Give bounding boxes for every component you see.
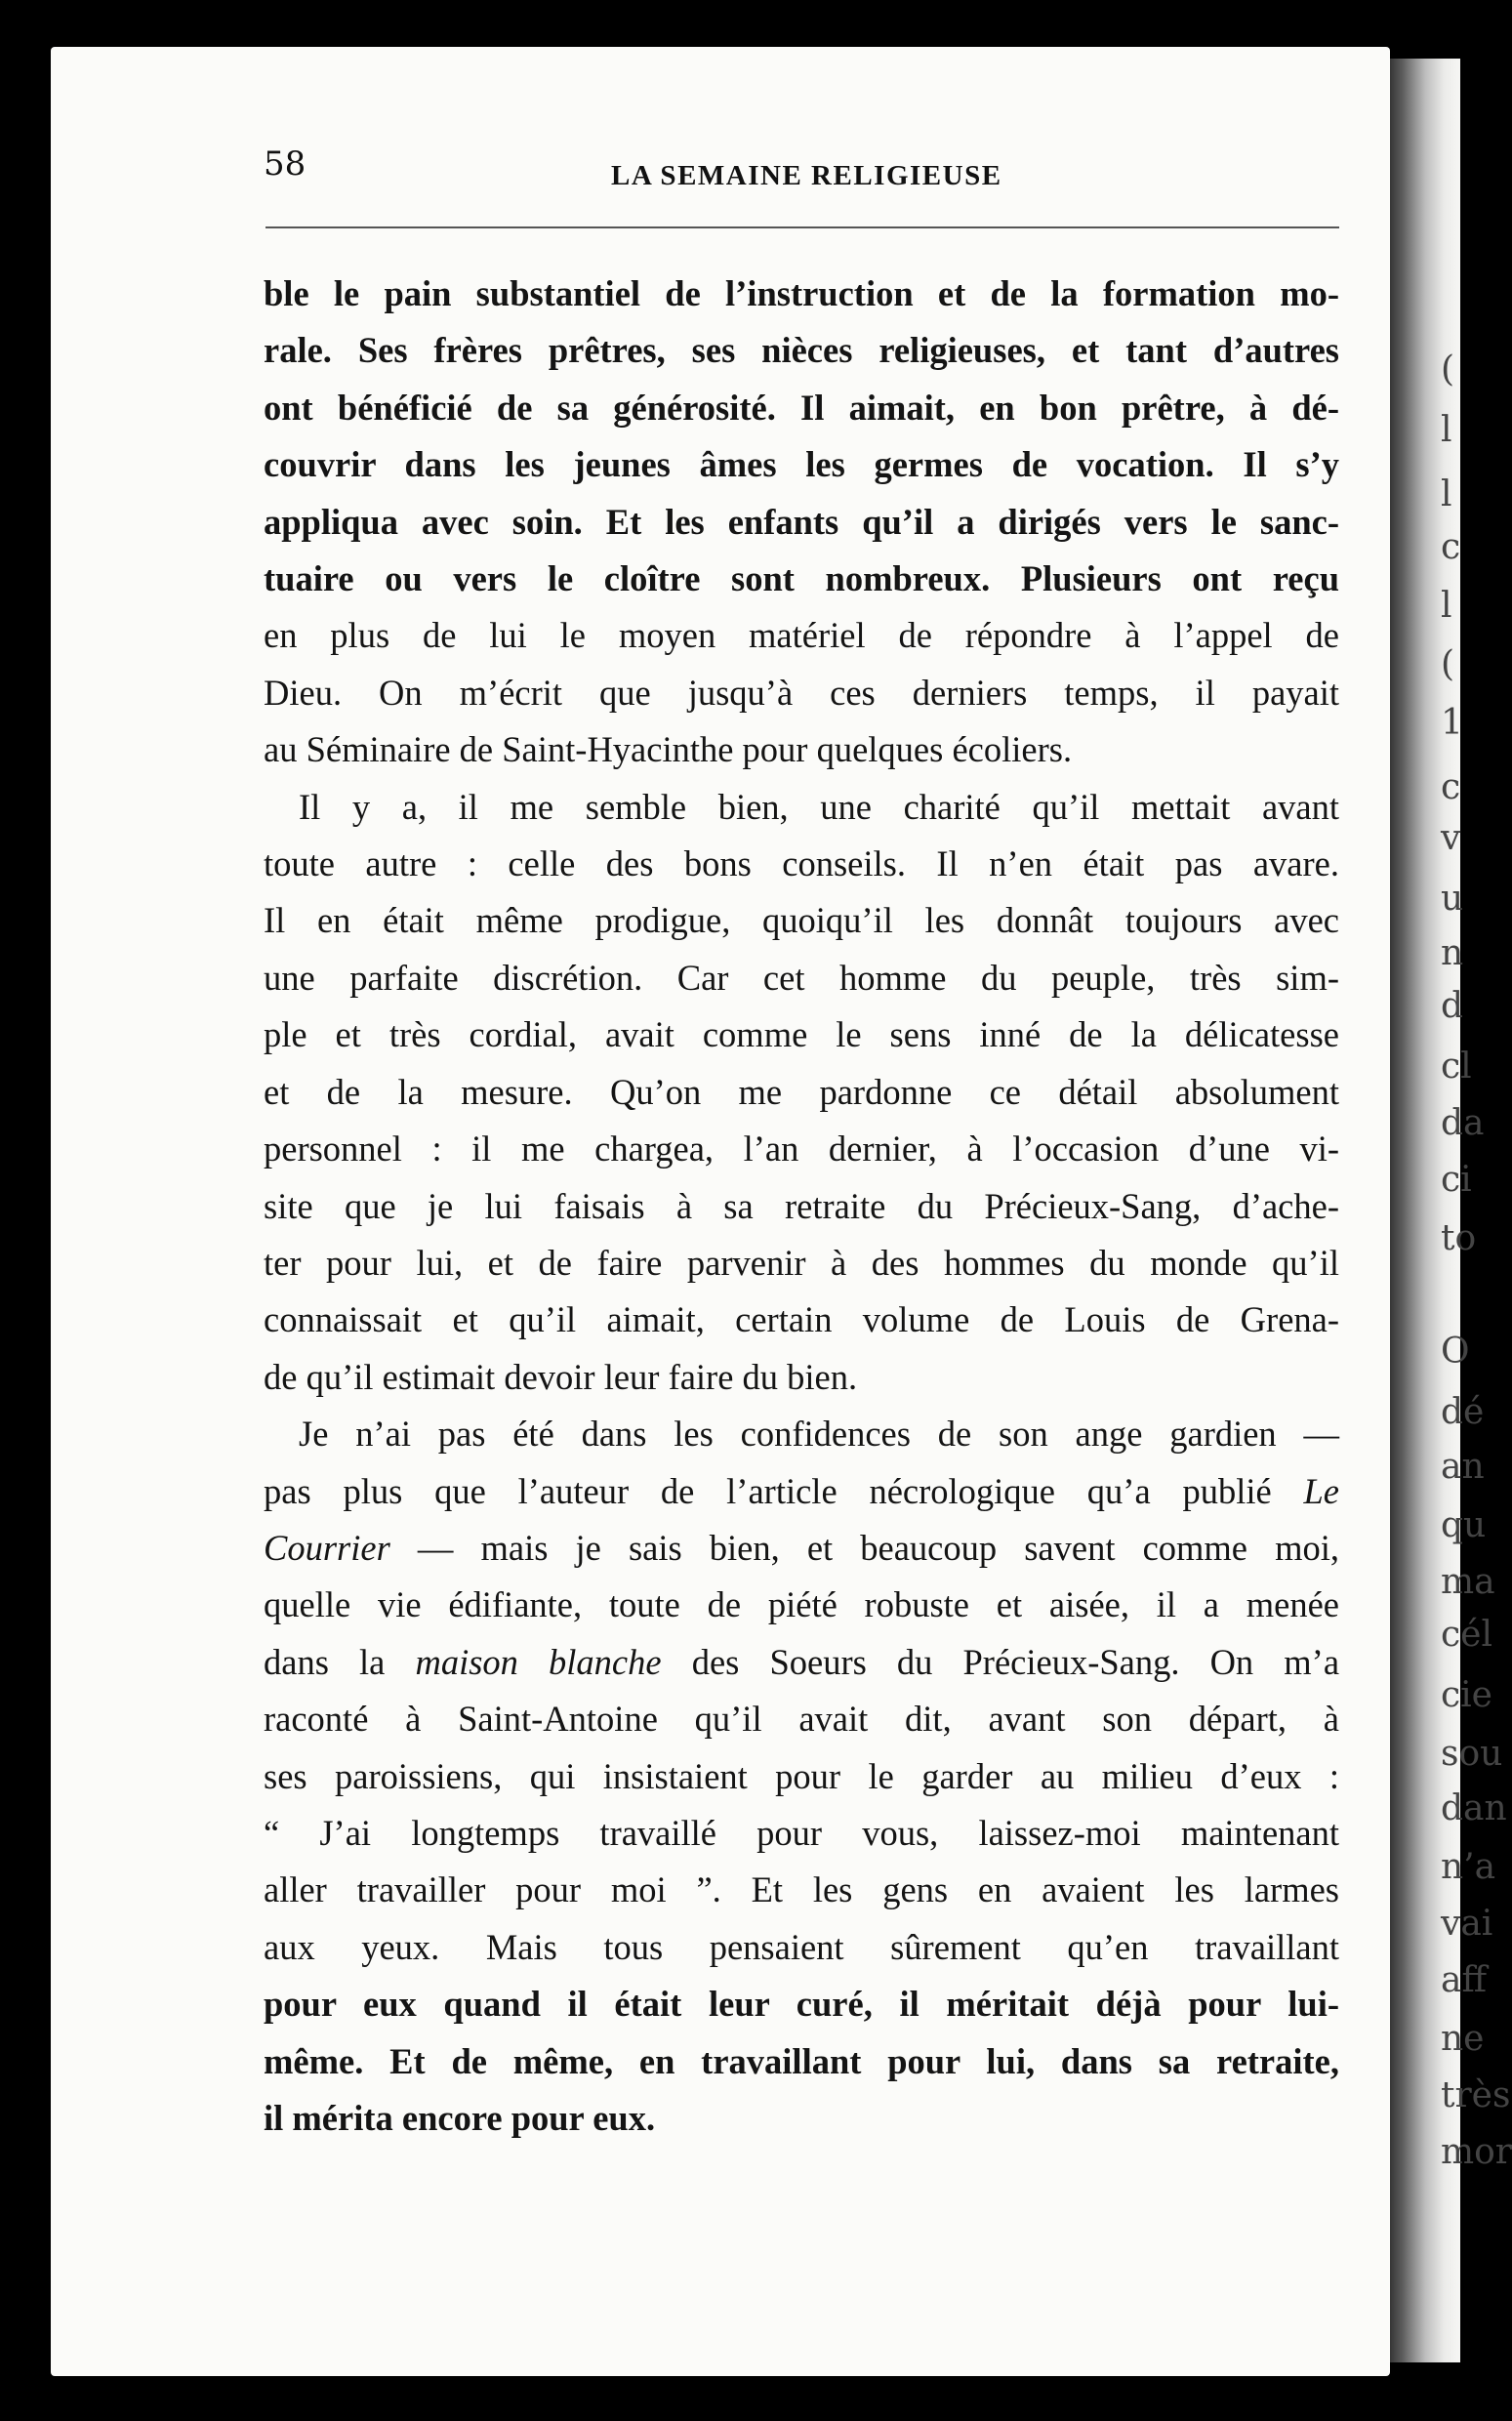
text-line: tuaire ou vers le cloître sont nombreux. Plusieurs ont reçu [264, 558, 1339, 599]
facing-page-fragment: l [1441, 474, 1452, 514]
text-line: toute autre : celle des bons conseils. Il n’en était pas avare. [264, 843, 1339, 884]
text-line: de qu’il estimait devoir leur faire du bien. [264, 1356, 858, 1397]
text-line: pour eux quand il était leur curé, il méritait déjà pour lui- [264, 1984, 1339, 2025]
text-line: Je n’ai pas été dans les confidences de son ange gardien — [299, 1414, 1339, 1455]
facing-page-fragment: aff [1441, 1960, 1488, 2000]
text-line: connaissait et qu’il aimait, certain volume de Louis de Grena- [264, 1299, 1339, 1340]
text-line: Il en était même prodigue, quoiqu’il les donnât toujours avec [264, 900, 1339, 941]
facing-page-fragment: c [1441, 527, 1461, 567]
facing-page-fragment: n’a [1441, 1847, 1496, 1887]
facing-page-fragment: ma [1441, 1562, 1495, 1602]
text-run: — mais je sais bien, et beaucoup savent comme moi, [417, 1527, 1339, 1568]
text-line: ple et très cordial, avait comme le sens inné de la délicatesse [264, 1014, 1339, 1055]
text-line: rale. Ses frères prêtres, ses nièces religieuses, et tant d’autres [264, 330, 1339, 371]
text-run: pas plus que l’auteur de l’article nécrologique qu’a publié [264, 1470, 1272, 1511]
text-line: et de la mesure. Qu’on me pardonne ce détail absolument [264, 1071, 1339, 1112]
facing-page-edge [1386, 59, 1512, 2362]
text-line: site que je lui faisais à sa retraite du Précieux-Sang, d’ache- [264, 1185, 1339, 1226]
text-line: au Séminaire de Saint-Hyacinthe pour quelques écoliers. [264, 729, 1073, 770]
facing-page-fragment: qu [1441, 1505, 1487, 1545]
text-run: des Soeurs du Précieux-Sang. On m’a [691, 1641, 1340, 1682]
text-line: une parfaite discrétion. Car cet homme du peuple, très sim- [264, 957, 1339, 998]
text-line: aux yeux. Mais tous pensaient sûrement qu’en travaillant [264, 1926, 1339, 1967]
facing-page-fragment: cél [1441, 1615, 1492, 1655]
page-number: 58 [264, 144, 306, 184]
text-line [264, 1463, 1339, 1520]
text-line: même. Et de même, en travaillant pour lui, dans sa retraite, [264, 2040, 1339, 2081]
facing-page-fragment: to [1441, 1218, 1477, 1258]
text-line: Il y a, il me semble bien, une charité qu’il mettait avant [299, 786, 1339, 827]
facing-page-fragment: dé [1441, 1392, 1485, 1432]
facing-page-fragment: ne [1441, 2019, 1485, 2059]
header-rule [266, 226, 1339, 228]
text-line: en plus de lui le moyen matériel de répondre à l’appel de [264, 615, 1339, 656]
facing-page-fragment: c [1441, 767, 1461, 807]
text-run: dans la [264, 1641, 386, 1682]
facing-page-fragment: cie [1441, 1675, 1492, 1715]
facing-page-fragment: n [1441, 933, 1464, 973]
text-line: ble le pain substantiel de l’instruction et de la formation mo- [264, 273, 1339, 313]
article-body [264, 266, 1339, 2147]
text-line [264, 1634, 1339, 1691]
italic-phrase: maison blanche [415, 1641, 662, 1682]
text-line: appliqua avec soin. Et les enfants qu’il a dirigés vers le sanc- [264, 501, 1339, 542]
facing-page-fragment: très [1441, 2075, 1511, 2115]
facing-page-fragment: d [1441, 986, 1464, 1026]
text-line: Dieu. On m’écrit que jusqu’à ces derniers temps, il payait [264, 672, 1339, 713]
facing-page-fragment: dan [1441, 1788, 1507, 1828]
facing-page-fragment: cl [1441, 1046, 1472, 1087]
facing-page-fragment: mor [1441, 2132, 1512, 2172]
text-line: “ J’ai longtemps travaillé pour vous, laissez-moi maintenant [264, 1812, 1339, 1853]
text-line: quelle vie édifiante, toute de piété robuste et aisée, il a menée [264, 1584, 1339, 1625]
facing-page-fragment: O [1441, 1332, 1470, 1372]
text-line: aller travailler pour moi ”. Et les gens en avaient les larmes [264, 1869, 1339, 1910]
facing-page-fragment: u [1441, 879, 1464, 919]
facing-page-fragment: l [1441, 410, 1452, 450]
text-line: personnel : il me chargea, l’an dernier, à l’occasion d’une vi- [264, 1128, 1339, 1169]
facing-page-fragment: an [1441, 1447, 1485, 1487]
italic-title: Le [1303, 1470, 1339, 1511]
text-line [264, 1520, 1339, 1577]
text-line: ont bénéficié de sa générosité. Il aimait, en bon prêtre, à dé- [264, 387, 1339, 428]
text-line: il mérita encore pour eux. [264, 2098, 656, 2138]
facing-page-fragment: ( [1441, 644, 1455, 684]
facing-page-fragment: ( [1441, 349, 1455, 390]
running-title: LA SEMAINE RELIGIEUSE [611, 160, 1002, 191]
facing-page-fragment: sou [1441, 1734, 1503, 1774]
facing-page-fragment: l [1441, 586, 1452, 626]
facing-page-fragment: ci [1441, 1160, 1472, 1200]
italic-title: Courrier [264, 1527, 390, 1568]
facing-page-fragment: v [1441, 818, 1461, 858]
text-line: ses paroissiens, qui insistaient pour le garder au milieu d’eux : [264, 1755, 1339, 1796]
facing-page-fragment: da [1441, 1103, 1485, 1143]
text-line: couvrir dans les jeunes âmes les germes de vocation. Il s’y [264, 444, 1339, 485]
facing-page-fragment: vai [1441, 1904, 1493, 1944]
text-line: ter pour lui, et de faire parvenir à des hommes du monde qu’il [264, 1242, 1339, 1283]
text-line: raconté à Saint-Antoine qu’il avait dit, avant son départ, à [264, 1699, 1339, 1740]
facing-page-fragment: 1 [1441, 703, 1463, 743]
